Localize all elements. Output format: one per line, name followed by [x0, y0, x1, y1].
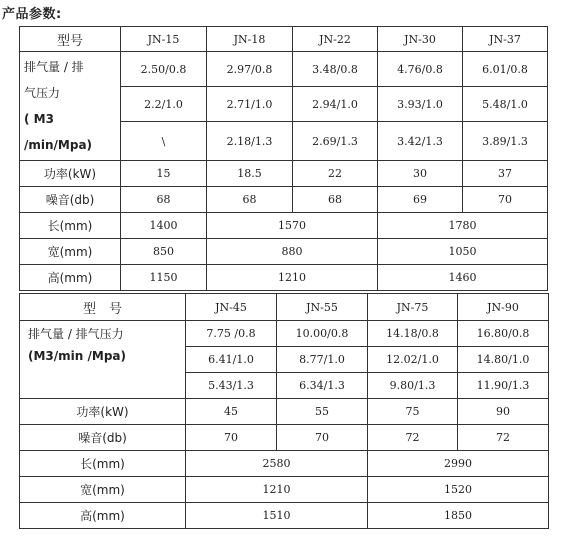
- table-row: [20, 321, 549, 347]
- power-label: 功率(kW): [20, 399, 186, 425]
- table-row: [20, 27, 548, 52]
- table-row: [20, 399, 549, 425]
- noise-label: 噪音(db): [20, 425, 186, 451]
- table-row: [20, 239, 548, 265]
- model-header: 型号: [20, 27, 121, 52]
- model-cell: JN-55: [277, 294, 368, 321]
- airflow-cell: 6.01/0.8: [463, 52, 548, 87]
- model-cell: JN-90: [458, 294, 549, 321]
- noise-cell: 70: [186, 425, 277, 451]
- noise-cell: 70: [277, 425, 368, 451]
- table-row: [20, 265, 548, 291]
- spec-table-2: [19, 293, 549, 529]
- noise-cell: 68: [293, 187, 378, 213]
- table-row: [20, 425, 549, 451]
- length-cell: 1570: [207, 213, 378, 239]
- length-cell: 2580: [186, 451, 368, 477]
- airflow-label-line: (M3/min /Mpa): [28, 349, 126, 363]
- table-row: [20, 477, 549, 503]
- noise-cell: 68: [207, 187, 293, 213]
- model-header: 型 号: [20, 294, 186, 321]
- height-cell: 1150: [121, 265, 207, 291]
- power-cell: 45: [186, 399, 277, 425]
- power-cell: 37: [463, 161, 548, 187]
- noise-cell: 70: [463, 187, 548, 213]
- table-row: [20, 451, 549, 477]
- airflow-cell: 2.94/1.0: [293, 87, 378, 122]
- height-label: 高(mm): [20, 503, 186, 529]
- height-cell: 1510: [186, 503, 368, 529]
- table-row: [20, 294, 549, 321]
- airflow-cell: 3.48/0.8: [293, 52, 378, 87]
- length-label: 长(mm): [20, 451, 186, 477]
- airflow-cell: 8.77/1.0: [277, 347, 368, 373]
- width-label: 宽(mm): [20, 239, 121, 265]
- width-label: 宽(mm): [20, 477, 186, 503]
- width-cell: 1520: [368, 477, 549, 503]
- width-cell: 880: [207, 239, 378, 265]
- airflow-cell: 14.80/1.0: [458, 347, 549, 373]
- power-label: 功率(kW): [20, 161, 121, 187]
- height-cell: 1460: [378, 265, 548, 291]
- noise-cell: 68: [121, 187, 207, 213]
- model-cell: JN-30: [378, 27, 463, 52]
- model-cell: JN-37: [463, 27, 548, 52]
- airflow-cell: 2.69/1.3: [293, 122, 378, 161]
- airflow-cell: \: [121, 122, 207, 161]
- width-cell: 1050: [378, 239, 548, 265]
- airflow-label: [20, 321, 186, 399]
- airflow-label: [20, 52, 121, 161]
- airflow-cell: 3.89/1.3: [463, 122, 548, 161]
- length-cell: 1780: [378, 213, 548, 239]
- airflow-cell: 11.90/1.3: [458, 373, 549, 399]
- airflow-cell: 14.18/0.8: [368, 321, 458, 347]
- power-cell: 55: [277, 399, 368, 425]
- power-cell: 22: [293, 161, 378, 187]
- noise-cell: 69: [378, 187, 463, 213]
- noise-label: 噪音(db): [20, 187, 121, 213]
- airflow-cell: 2.50/0.8: [121, 52, 207, 87]
- table-row: [20, 187, 548, 213]
- section-heading: 产品参数:: [2, 7, 62, 22]
- airflow-label-line: /min/Mpa): [24, 138, 93, 152]
- table-row: [20, 52, 548, 87]
- length-cell: 1400: [121, 213, 207, 239]
- airflow-cell: 2.2/1.0: [121, 87, 207, 122]
- airflow-cell: 3.93/1.0: [378, 87, 463, 122]
- airflow-label-line: 气压力: [24, 86, 61, 100]
- airflow-cell: 2.97/0.8: [207, 52, 293, 87]
- width-cell: 850: [121, 239, 207, 265]
- model-cell: JN-22: [293, 27, 378, 52]
- model-cell: JN-15: [121, 27, 207, 52]
- power-cell: 75: [368, 399, 458, 425]
- airflow-label-line: 排气量 / 排: [24, 60, 84, 74]
- airflow-cell: 5.43/1.3: [186, 373, 277, 399]
- airflow-cell: 9.80/1.3: [368, 373, 458, 399]
- airflow-cell: 7.75 /0.8: [186, 321, 277, 347]
- table-row: [20, 213, 548, 239]
- airflow-label-line: ( M3: [24, 112, 54, 126]
- airflow-cell: 2.71/1.0: [207, 87, 293, 122]
- power-cell: 90: [458, 399, 549, 425]
- power-cell: 18.5: [207, 161, 293, 187]
- model-cell: JN-75: [368, 294, 458, 321]
- height-cell: 1850: [368, 503, 549, 529]
- airflow-cell: 6.34/1.3: [277, 373, 368, 399]
- height-label: 高(mm): [20, 265, 121, 291]
- power-cell: 30: [378, 161, 463, 187]
- model-cell: JN-18: [207, 27, 293, 52]
- airflow-cell: 3.42/1.3: [378, 122, 463, 161]
- airflow-cell: 2.18/1.3: [207, 122, 293, 161]
- airflow-cell: 16.80/0.8: [458, 321, 549, 347]
- airflow-cell: 12.02/1.0: [368, 347, 458, 373]
- width-cell: 1210: [186, 477, 368, 503]
- model-cell: JN-45: [186, 294, 277, 321]
- airflow-label-line: 排气量 / 排气压力: [28, 327, 124, 341]
- noise-cell: 72: [458, 425, 549, 451]
- airflow-cell: 5.48/1.0: [463, 87, 548, 122]
- table-row: [20, 503, 549, 529]
- airflow-cell: 4.76/0.8: [378, 52, 463, 87]
- airflow-cell: 10.00/0.8: [277, 321, 368, 347]
- length-label: 长(mm): [20, 213, 121, 239]
- spec-table-1: [19, 26, 548, 291]
- length-cell: 2990: [368, 451, 549, 477]
- height-cell: 1210: [207, 265, 378, 291]
- airflow-cell: 6.41/1.0: [186, 347, 277, 373]
- noise-cell: 72: [368, 425, 458, 451]
- power-cell: 15: [121, 161, 207, 187]
- table-row: [20, 161, 548, 187]
